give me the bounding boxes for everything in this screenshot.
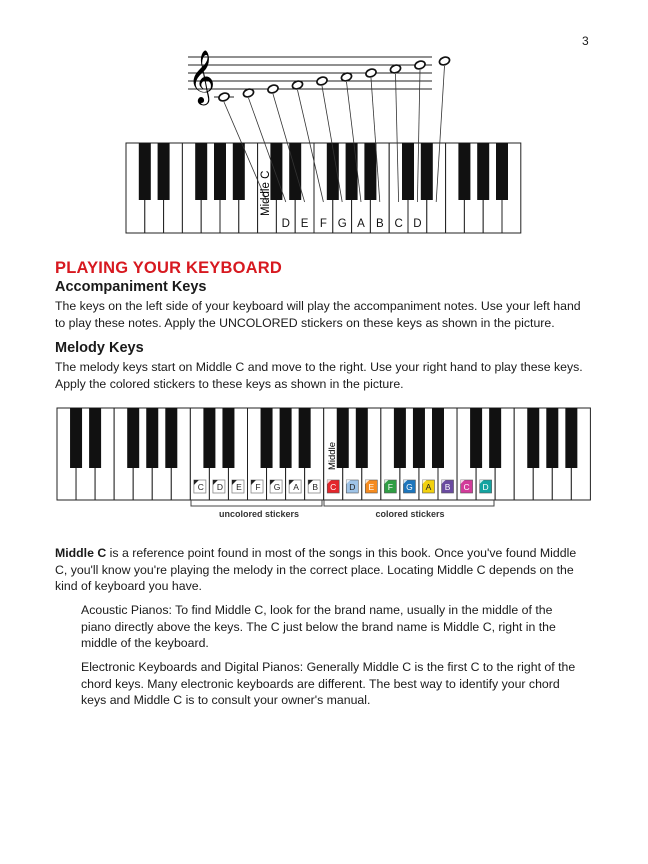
uncolored-sticker-label: D <box>216 482 223 492</box>
staff-notes <box>214 56 451 103</box>
black-key <box>489 408 501 468</box>
whole-note <box>438 56 450 67</box>
colored-sticker-label: F <box>387 482 393 492</box>
black-key <box>261 408 273 468</box>
melody-paragraph: The melody keys start on Middle C and move to the right. Use your right hand to play these keys. Apply the colored stickers to these keys as shown in the picture. <box>55 360 583 391</box>
key-note-label: B <box>375 218 384 230</box>
middle-label: Middle <box>327 442 338 470</box>
black-key <box>214 143 226 200</box>
electronic-keyboards-paragraph: Electronic Keyboards and Digital Pianos: Generally Middle C is the first C to the right of the chord keys. Many electronic keyboards are different. The best way to identify your chord keys and Middle C is to consult your owner's manual. <box>81 660 576 707</box>
key-note-label: F <box>319 218 327 230</box>
black-key <box>299 408 311 468</box>
uncolored-sticker-label: F <box>255 482 261 492</box>
uncolored-sticker-label: B <box>312 482 319 492</box>
black-key <box>413 408 425 468</box>
black-key <box>139 143 151 200</box>
black-key <box>432 408 444 468</box>
black-key <box>270 143 282 200</box>
middle-c-label: Middle C <box>260 170 272 216</box>
black-key <box>402 143 414 200</box>
colored-sticker-label: A <box>425 482 432 492</box>
key-note-label: D <box>413 218 422 230</box>
black-key <box>289 143 301 200</box>
black-key <box>195 143 207 200</box>
black-key <box>222 408 234 468</box>
black-key <box>527 408 539 468</box>
black-key <box>233 143 245 200</box>
treble-clef-icon: 𝄞 <box>188 50 216 102</box>
colored-sticker-label: C <box>330 482 337 492</box>
colored-sticker-label: E <box>368 482 375 492</box>
black-key <box>165 408 177 468</box>
acoustic-pianos-paragraph: Acoustic Pianos: To find Middle C, look for the brand name, usually in the middle of the piano directly above the keys. The C just below the brand name is Middle C, right in the middle of the keyboard. <box>81 603 556 650</box>
section-title: PLAYING YOUR KEYBOARD <box>55 259 282 277</box>
black-key <box>565 408 577 468</box>
black-key <box>89 408 101 468</box>
page-number: 3 <box>582 34 589 48</box>
black-key <box>280 408 292 468</box>
middle-c-paragraph: Middle C is a reference point found in most of the songs in this book. Once you've found Middle C, you'll know you're playing the melody in the correct place. Locating Middle C depends on the kind of keyboard you have. <box>55 546 577 593</box>
staff-keyboard-diagram <box>0 0 648 240</box>
uncolored-sticker-label: E <box>236 482 242 492</box>
black-key <box>364 143 376 200</box>
uncolored-stickers-caption: uncolored stickers <box>218 509 300 519</box>
uncolored-sticker-label: A <box>293 482 299 492</box>
black-key <box>394 408 406 468</box>
whole-note <box>316 76 328 87</box>
whole-note <box>414 60 426 71</box>
colored-stickers-caption: colored stickers <box>375 509 445 519</box>
black-key <box>158 143 170 200</box>
whole-note <box>218 92 230 103</box>
colored-sticker-label: C <box>463 482 470 492</box>
uncolored-sticker-label: C <box>197 482 204 492</box>
black-key <box>356 408 368 468</box>
uncolored-sticker-label: G <box>273 482 281 492</box>
colored-sticker-label: D <box>349 482 356 492</box>
black-key <box>203 408 215 468</box>
black-key <box>496 143 508 200</box>
black-key <box>70 408 82 468</box>
whole-note <box>365 68 377 79</box>
bottom-keyboard <box>57 408 590 500</box>
middle-c-term: Middle C <box>55 546 107 560</box>
black-key <box>477 143 489 200</box>
key-note-label: D <box>281 218 290 230</box>
black-key <box>127 408 139 468</box>
key-note-label: A <box>357 218 365 230</box>
sticker-keyboard-diagram <box>0 400 648 540</box>
black-key <box>337 408 349 468</box>
colored-sticker-label: G <box>406 482 413 492</box>
black-key <box>470 408 482 468</box>
key-note-label: C <box>394 218 403 230</box>
whole-note <box>267 84 279 95</box>
key-note-label: G <box>337 218 347 230</box>
accompaniment-paragraph: The keys on the left side of your keyboard will play the accompaniment notes. Use your left hand to play these notes. Apply the UNCOLORED stickers on these keys as shown in the picture. <box>55 299 581 330</box>
colored-sticker-label: B <box>444 482 451 492</box>
black-key <box>146 408 158 468</box>
black-key <box>546 408 558 468</box>
colored-sticker-label: D <box>482 482 489 492</box>
black-key <box>421 143 433 200</box>
melody-keys-heading: Melody Keys <box>55 340 144 356</box>
black-key <box>458 143 470 200</box>
black-key <box>346 143 358 200</box>
accompaniment-keys-heading: Accompaniment Keys <box>55 279 207 295</box>
key-note-label: E <box>300 218 309 230</box>
sticker-brackets <box>191 500 494 506</box>
